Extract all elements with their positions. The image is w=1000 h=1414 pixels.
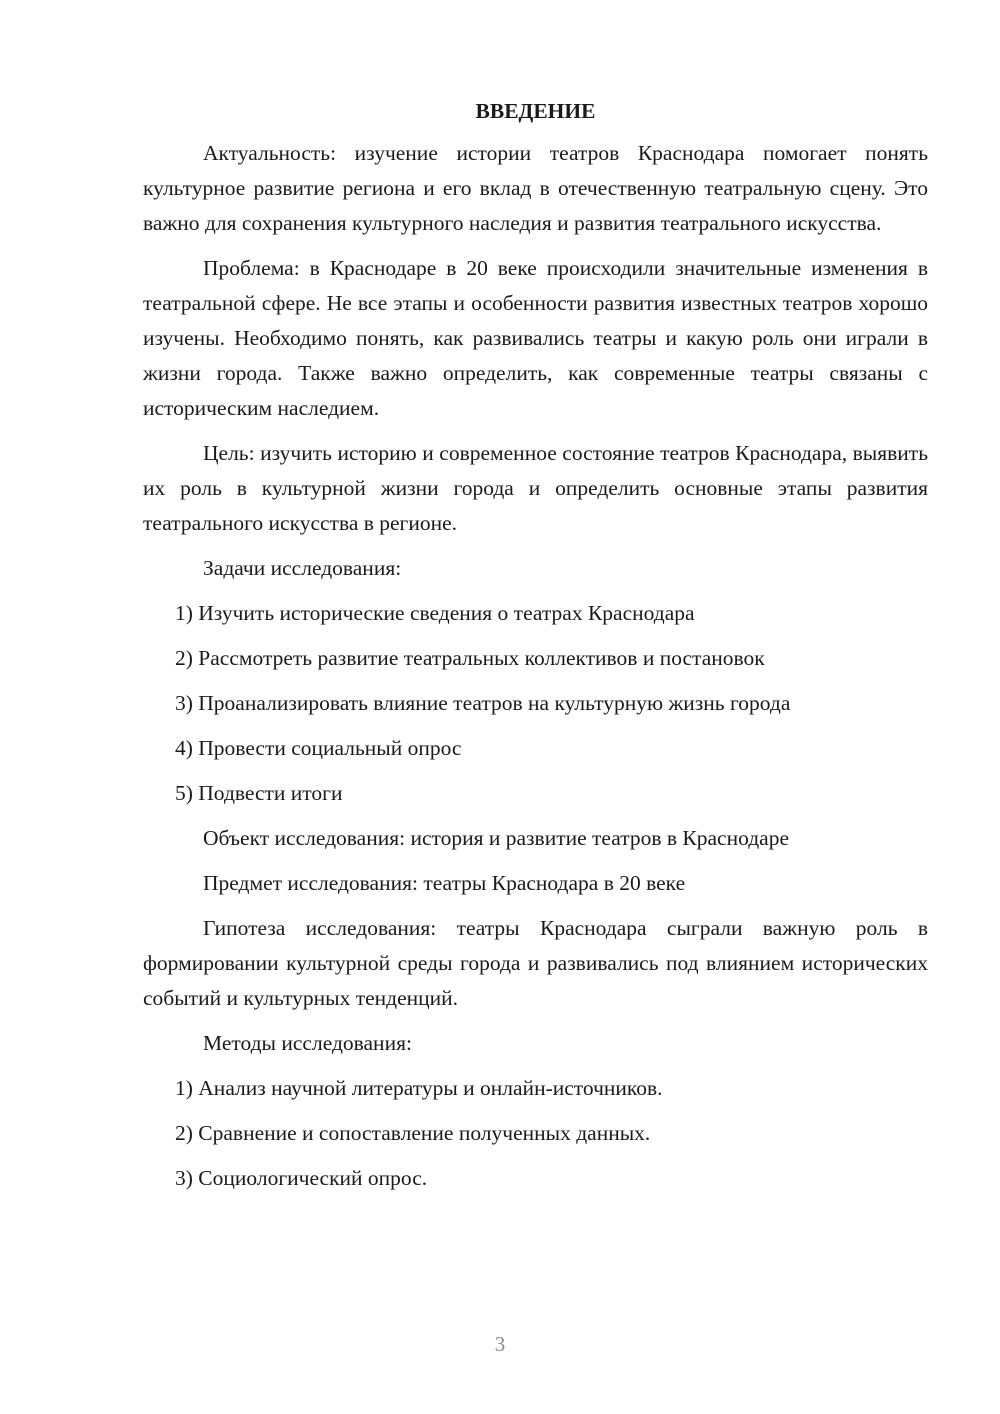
task-item: 5) Подвести итоги [175, 781, 343, 805]
task-item: 4) Провести социальный опрос [175, 736, 462, 760]
task-item: 2) Рассмотреть развитие театральных коллективов и постановок [175, 646, 765, 670]
methods-list [143, 1071, 928, 1196]
relevance-paragraph: Актуальность: изучение истории театров Краснодара помогает понять культурное развитие региона и его вклад в отечественную театральную сцену. Это важно для сохранения культурного наследия и развития театрального искусства. [143, 141, 928, 235]
research-object: Объект исследования: история и развитие театров в Краснодаре [203, 826, 790, 850]
page-number: 3 [494, 1332, 506, 1356]
method-item: 2) Сравнение и сопоставление полученных данных. [175, 1121, 651, 1145]
tasks-heading: Задачи исследования: [203, 556, 402, 580]
task-item: 3) Проанализировать влияние театров на культурную жизнь города [175, 691, 791, 715]
tasks-list [143, 596, 928, 811]
task-item: 1) Изучить исторические сведения о театрах Краснодара [175, 601, 695, 625]
methods-heading: Методы исследования: [203, 1031, 412, 1055]
research-subject: Предмет исследования: театры Краснодара в 20 веке [203, 871, 686, 895]
method-item: 3) Социологический опрос. [175, 1166, 428, 1190]
hypothesis-paragraph: Гипотеза исследования: театры Краснодара сыграли важную роль в формировании культурной среды города и развивались под влиянием исторических событий и культурных тенденций. [143, 916, 928, 1010]
document-page [143, 92, 928, 1206]
goal-paragraph: Цель: изучить историю и современное состояние театров Краснодара, выявить их роль в культурной жизни города и определить основные этапы развития театрального искусства в регионе. [143, 441, 928, 535]
section-title: ВВЕДЕНИЕ [475, 99, 596, 123]
method-item: 1) Анализ научной литературы и онлайн-источников. [175, 1076, 663, 1100]
problem-paragraph: Проблема: в Краснодаре в 20 веке происходили значительные изменения в театральной сфере. Не все этапы и особенности развития известных театров хорошо изучены. Необходимо понять, как развивались театры и какую роль они играли в жизни города. Также важно определить, как современные театры связаны с историческим наследием. [143, 256, 928, 420]
